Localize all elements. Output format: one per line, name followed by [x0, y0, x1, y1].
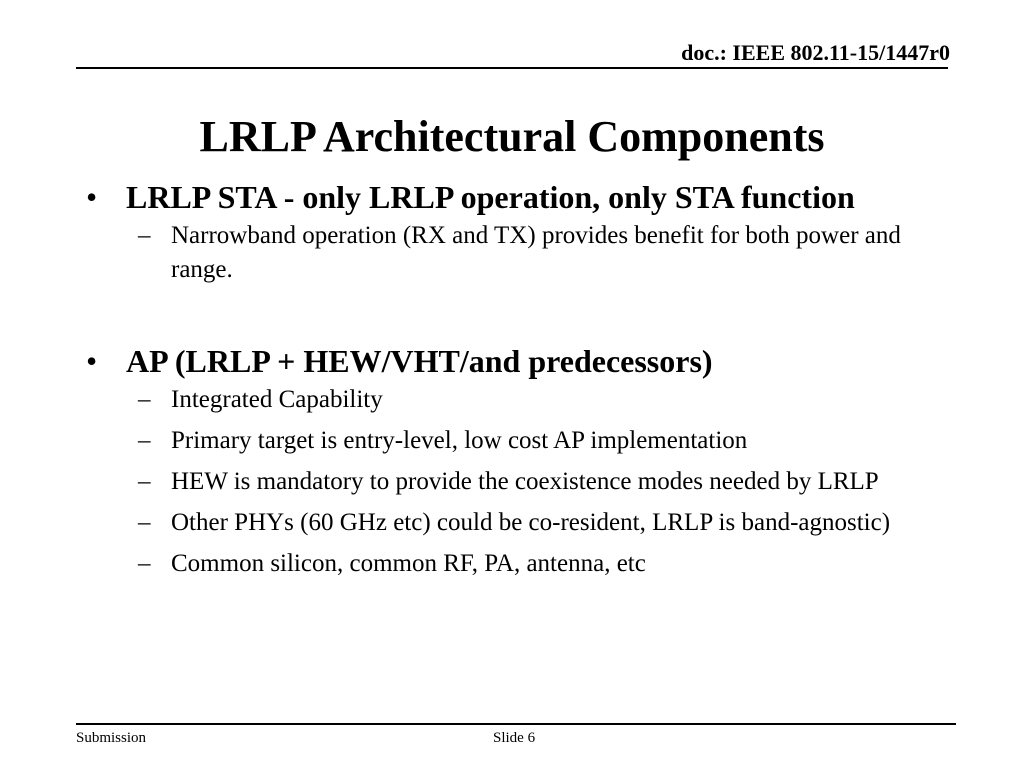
sub-item — [86, 506, 936, 540]
sub-item — [86, 424, 936, 458]
bullet-item — [86, 342, 936, 380]
sub-item — [86, 547, 936, 581]
sub-item-text: Other PHYs (60 GHz etc) could be co-resident, LRLP is band-agnostic) — [171, 509, 891, 536]
dash-marker: – — [138, 222, 151, 249]
bullet-marker: • — [86, 343, 98, 379]
bullet-marker: • — [86, 179, 98, 215]
dash-marker: – — [138, 427, 151, 454]
sub-item-text: Narrowband operation (RX and TX) provides benefit for both power and range. — [171, 222, 901, 283]
dash-marker: – — [138, 468, 151, 495]
doc-id: doc.: IEEE 802.11-15/1447r0 — [681, 40, 950, 65]
slide-title: LRLP Architectural Components — [199, 112, 825, 161]
header-rule — [76, 67, 948, 69]
dash-marker: – — [138, 386, 151, 413]
slide-content — [86, 178, 936, 588]
sub-list — [86, 383, 936, 581]
footer-slide-number: Slide 6 — [493, 730, 536, 746]
sub-item-text: Primary target is entry-level, low cost AP implementation — [171, 427, 748, 454]
bullet-text: LRLP STA - only LRLP operation, only STA function — [126, 179, 855, 215]
bullet-item — [86, 178, 936, 216]
dash-marker: – — [138, 550, 151, 577]
sub-item-text: HEW is mandatory to provide the coexistence modes needed by LRLP — [171, 468, 879, 495]
sub-item-text: Integrated Capability — [171, 386, 383, 413]
dash-marker: – — [138, 509, 151, 536]
footer-rule — [76, 723, 956, 725]
sub-item — [86, 383, 936, 417]
section-gap — [86, 294, 936, 342]
footer-submission: Submission — [76, 730, 147, 746]
sub-item — [86, 465, 936, 499]
sub-list — [86, 219, 936, 287]
sub-item-text: Common silicon, common RF, PA, antenna, etc — [171, 550, 646, 577]
bullet-text: AP (LRLP + HEW/VHT/and predecessors) — [126, 343, 713, 379]
sub-item — [86, 219, 936, 287]
